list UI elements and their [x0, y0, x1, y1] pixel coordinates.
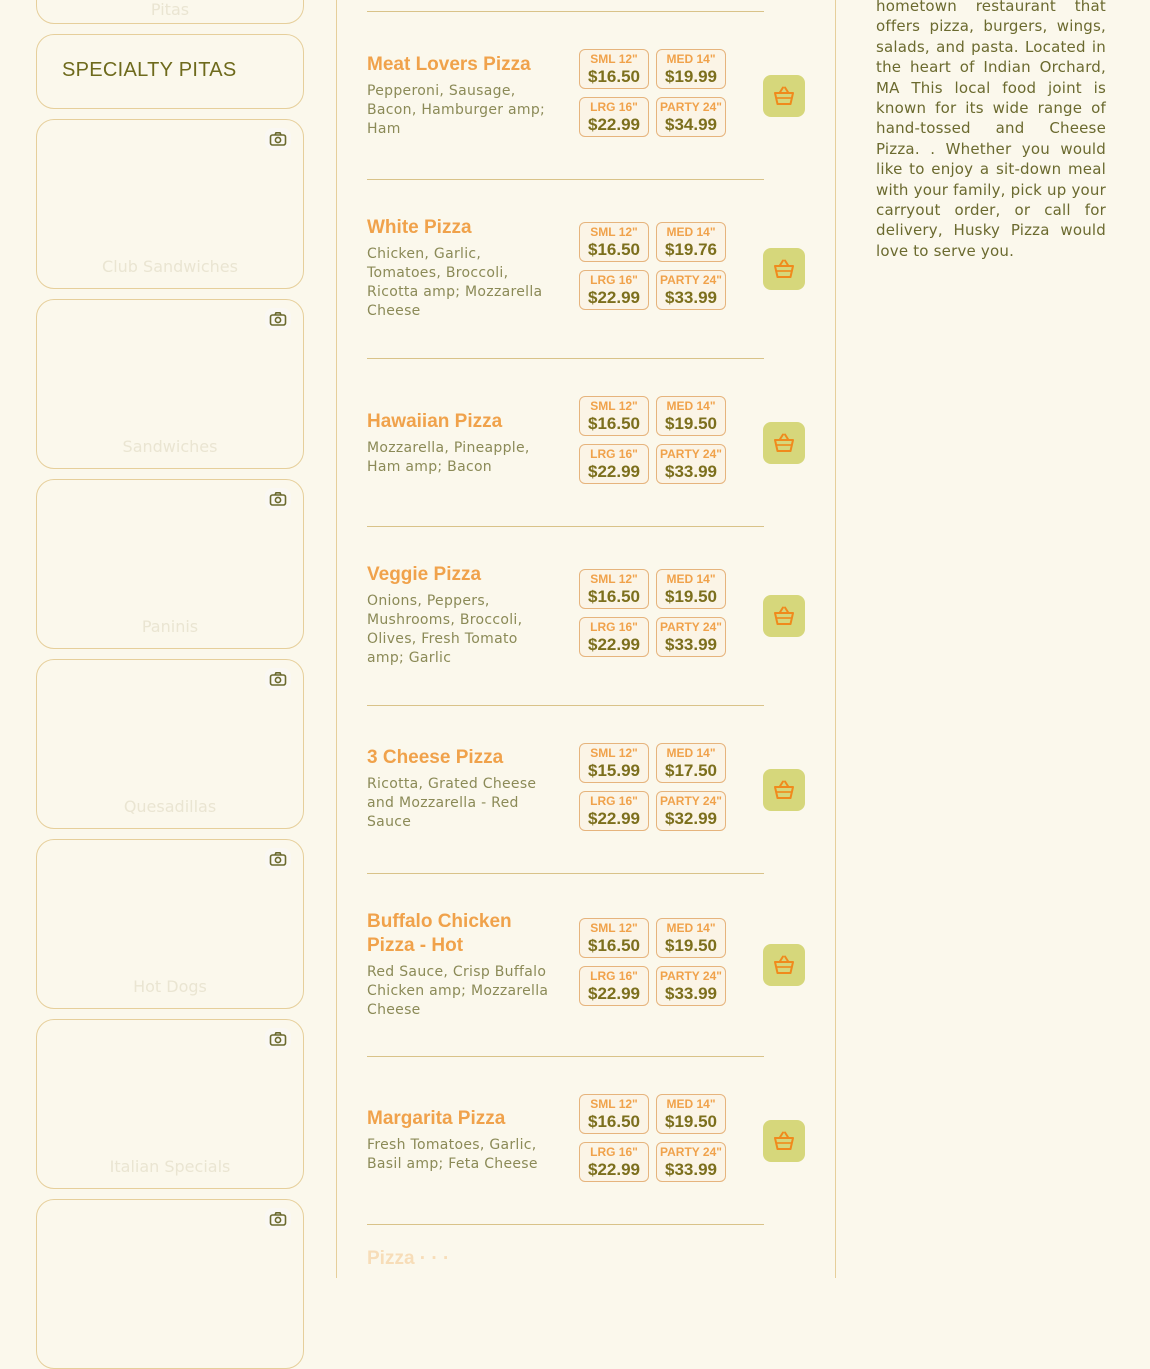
menu-divider: [367, 526, 764, 527]
price-size: PARTY 24": [660, 1145, 722, 1159]
price-option[interactable]: [656, 49, 726, 89]
price-amount: $19.50: [665, 1112, 717, 1131]
price-option[interactable]: [579, 1142, 649, 1182]
price-amount: $16.50: [588, 587, 640, 606]
add-to-cart-button[interactable]: [763, 1120, 805, 1162]
menu-item-name[interactable]: 3 Cheese Pizza: [367, 747, 504, 768]
category-card[interactable]: [36, 1019, 304, 1189]
price-amount: $16.50: [588, 67, 640, 86]
price-size: SML 12": [590, 572, 638, 586]
price-amount: $16.50: [588, 240, 640, 259]
price-options: [579, 918, 739, 1008]
price-size: LRG 16": [590, 794, 638, 808]
price-option[interactable]: [656, 569, 726, 609]
price-amount: $19.99: [665, 67, 717, 86]
menu-item-description: Pepperoni, Sausage, Bacon, Hamburger amp; Ham: [367, 83, 546, 137]
category-label: Hot Dogs: [133, 977, 207, 996]
category-label: Club Sandwiches: [102, 257, 238, 276]
price-size: PARTY 24": [660, 794, 722, 808]
price-option[interactable]: [579, 791, 649, 831]
price-amount: $19.50: [665, 414, 717, 433]
price-size: MED 14": [666, 921, 716, 935]
price-option[interactable]: [656, 97, 726, 137]
price-option[interactable]: [656, 222, 726, 262]
price-option[interactable]: [656, 617, 726, 657]
price-size: LRG 16": [590, 447, 638, 461]
camera-icon: [265, 848, 291, 870]
price-option[interactable]: [656, 1094, 726, 1134]
price-option[interactable]: [579, 617, 649, 657]
category-card[interactable]: [36, 479, 304, 649]
menu-divider: [367, 358, 764, 359]
price-size: SML 12": [590, 746, 638, 760]
price-option[interactable]: [656, 444, 726, 484]
price-size: MED 14": [666, 52, 716, 66]
price-amount: $22.99: [588, 115, 640, 134]
price-amount: $15.99: [588, 761, 640, 780]
price-amount: $22.99: [588, 635, 640, 654]
price-option[interactable]: [579, 743, 649, 783]
category-card-specialty-pitas[interactable]: [36, 34, 304, 109]
camera-icon: [265, 1028, 291, 1050]
price-amount: $34.99: [665, 115, 717, 134]
add-to-cart-button[interactable]: [763, 75, 805, 117]
menu-item-description: Chicken, Garlic, Tomatoes, Broccoli, Ricotta amp; Mozzarella Cheese: [367, 246, 543, 319]
price-option[interactable]: [579, 49, 649, 89]
camera-icon: [265, 668, 291, 690]
price-size: LRG 16": [590, 273, 638, 287]
add-to-cart-button[interactable]: [763, 769, 805, 811]
add-to-cart-button[interactable]: [763, 595, 805, 637]
price-size: LRG 16": [590, 100, 638, 114]
add-to-cart-button[interactable]: [763, 944, 805, 986]
menu-item-description: Fresh Tomatoes, Garlic, Basil amp; Feta Cheese: [367, 1137, 538, 1172]
price-size: MED 14": [666, 572, 716, 586]
price-amount: $33.99: [665, 984, 717, 1003]
price-option[interactable]: [579, 396, 649, 436]
category-label: Italian Specials: [109, 1157, 231, 1176]
about-text: hometown restaurant that offers pizza, burgers, wings, salads, and pasta. Located in the heart of Indian Orchard, MA This local food joint is known for its wide range of hand-tossed and Cheese Pizza. . Whether you would like to enjoy a sit-down meal with your family, pick up your carryout order, or call for delivery, Husky Pizza would love to serve you.: [876, 0, 1106, 260]
menu-item-description: Onions, Peppers, Mushrooms, Broccoli, Olives, Fresh Tomato amp; Garlic: [367, 593, 523, 666]
category-label: Pitas: [150, 0, 190, 19]
price-amount: $22.99: [588, 984, 640, 1003]
price-size: LRG 16": [590, 969, 638, 983]
category-label-active: SPECIALTY PITAS: [62, 59, 237, 81]
category-label: Quesadillas: [123, 797, 217, 816]
menu-divider: [367, 179, 764, 180]
price-size: PARTY 24": [660, 100, 722, 114]
price-amount: $16.50: [588, 414, 640, 433]
price-option[interactable]: [579, 918, 649, 958]
price-amount: $22.99: [588, 1160, 640, 1179]
price-option[interactable]: [656, 743, 726, 783]
category-card[interactable]: [36, 119, 304, 289]
price-size: PARTY 24": [660, 969, 722, 983]
price-amount: $33.99: [665, 462, 717, 481]
menu-divider: [367, 1056, 764, 1057]
category-card[interactable]: [36, 299, 304, 469]
menu-panel: [336, 0, 836, 1278]
menu-item-name[interactable]: Meat Lovers Pizza: [367, 54, 531, 75]
camera-icon: [265, 128, 291, 150]
price-size: MED 14": [666, 399, 716, 413]
price-amount: $22.99: [588, 462, 640, 481]
price-options: [579, 49, 739, 139]
price-option[interactable]: [656, 918, 726, 958]
price-amount: $16.50: [588, 1112, 640, 1131]
price-options: [579, 1094, 739, 1184]
price-size: PARTY 24": [660, 620, 722, 634]
menu-item-name[interactable]: Margarita Pizza: [367, 1108, 506, 1129]
menu-item-description: Red Sauce, Crisp Buffalo Chicken amp; Mozzarella Cheese: [367, 964, 549, 1018]
menu-divider: [367, 11, 764, 12]
category-card[interactable]: [36, 659, 304, 829]
price-option[interactable]: [579, 966, 649, 1006]
category-card[interactable]: [36, 1199, 304, 1369]
price-option[interactable]: [656, 1142, 726, 1182]
price-amount: $32.99: [665, 809, 717, 828]
price-amount: $33.99: [665, 288, 717, 307]
price-option[interactable]: [579, 270, 649, 310]
price-options: [579, 569, 739, 659]
menu-item-name[interactable]: White Pizza: [367, 217, 472, 238]
price-size: MED 14": [666, 225, 716, 239]
price-size: SML 12": [590, 1097, 638, 1111]
menu-item-description: Mozzarella, Pineapple, Ham amp; Bacon: [367, 440, 530, 475]
menu-item-description: Ricotta, Grated Cheese and Mozzarella - Red Sauce: [367, 776, 537, 830]
menu-item-name[interactable]: Veggie Pizza: [367, 564, 482, 585]
price-option[interactable]: [579, 97, 649, 137]
price-amount: $33.99: [665, 1160, 717, 1179]
add-to-cart-button[interactable]: [763, 248, 805, 290]
camera-icon: [265, 1208, 291, 1230]
add-to-cart-button[interactable]: [763, 422, 805, 464]
price-amount: $22.99: [588, 288, 640, 307]
category-label: Sandwiches: [122, 437, 218, 456]
menu-item-name-partial: Pizza · · ·: [367, 1248, 450, 1269]
price-amount: $22.99: [588, 809, 640, 828]
price-size: LRG 16": [590, 1145, 638, 1159]
price-amount: $19.50: [665, 587, 717, 606]
camera-icon: [265, 308, 291, 330]
price-option[interactable]: [579, 222, 649, 262]
price-option[interactable]: [579, 569, 649, 609]
price-option[interactable]: [579, 1094, 649, 1134]
price-amount: $17.50: [665, 761, 717, 780]
price-option[interactable]: [656, 396, 726, 436]
price-amount: $33.99: [665, 635, 717, 654]
price-option[interactable]: [656, 966, 726, 1006]
price-option[interactable]: [579, 444, 649, 484]
price-size: LRG 16": [590, 620, 638, 634]
price-size: MED 14": [666, 1097, 716, 1111]
price-size: PARTY 24": [660, 273, 722, 287]
price-size: SML 12": [590, 52, 638, 66]
menu-divider: [367, 705, 764, 706]
menu-divider: [367, 873, 764, 874]
price-amount: $19.50: [665, 936, 717, 955]
category-card[interactable]: [36, 839, 304, 1009]
price-size: SML 12": [590, 225, 638, 239]
price-size: PARTY 24": [660, 447, 722, 461]
menu-item-name[interactable]: Buffalo Chicken Pizza - Hot: [367, 911, 512, 956]
price-size: MED 14": [666, 746, 716, 760]
price-options: [579, 743, 739, 833]
category-card-pitas[interactable]: [36, 0, 304, 24]
price-options: [579, 396, 739, 486]
price-amount: $19.76: [665, 240, 717, 259]
menu-item-name[interactable]: Hawaiian Pizza: [367, 411, 503, 432]
price-size: SML 12": [590, 399, 638, 413]
price-options: [579, 222, 739, 312]
price-amount: $16.50: [588, 936, 640, 955]
price-size: SML 12": [590, 921, 638, 935]
price-option[interactable]: [656, 270, 726, 310]
category-label: Paninis: [141, 617, 199, 636]
camera-icon: [265, 488, 291, 510]
menu-divider: [367, 1224, 764, 1225]
price-option[interactable]: [656, 791, 726, 831]
